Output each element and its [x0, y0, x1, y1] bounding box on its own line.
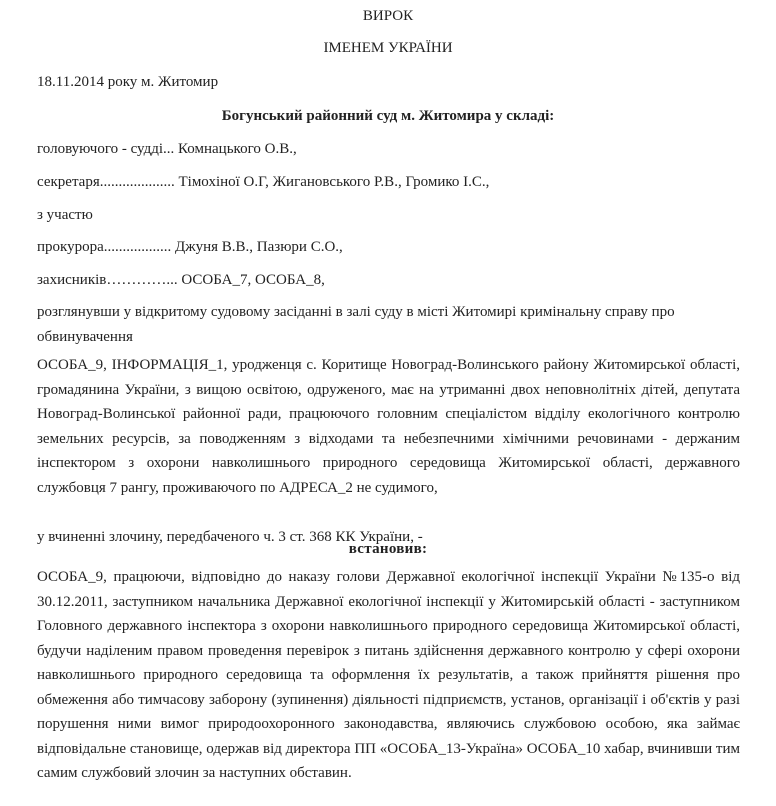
established-heading: встановив:: [348, 541, 428, 557]
date-place: 18.11.2014 року м. Житомир: [37, 74, 219, 90]
composition-judge: головуючого - судді... Комнацького О.В.,: [37, 141, 297, 157]
document-subtitle: ІМЕНЕМ УКРАЇНИ: [323, 40, 453, 56]
court-name: Богунський районний суд м. Житомира у складі:: [221, 108, 555, 124]
composition-participation: з участю: [37, 207, 93, 223]
charge-paragraph: у вчиненні злочину, передбаченого ч. 3 ст. 368 КК України, -: [37, 529, 423, 545]
composition-prosecutor: прокурора.................. Джуня В.В., Пазюри С.О.,: [37, 239, 343, 255]
composition-defenders: захисників…………... ОСОБА_7, ОСОБА_8,: [37, 272, 325, 288]
document-title: ВИРОК: [362, 8, 414, 24]
established-paragraph: ОСОБА_9, працюючи, відповідно до наказу голови Державної екологічної інспекції України №135-о від 30.12.2011, заступником начальника Державної екологічної інспекції у Житомирській області - заступником Головного державного інспектора з охорони навколишнього природного середовища Житомирської області, будучи наділеним правом проведення перевірок з питань здійснення державного контролю у сфері охорони навколишнього природного середовища та оформлення їх результатів, а також прийняття рішення про обмеження або тимчасову заборону (зупинення) діяльності підприємств, установ, організації і об'єктів у разі порушення ними вимог природоохоронного законодавства, являючись службовою особою, яка займає відповідальне становище, одержав від директора ПП «ОСОБА_13-Україна» ОСОБА_10 хабар, вчинивши тим самим службовий злочин за наступних обставин.: [37, 569, 740, 781]
composition-secretary: секретаря.................... Тімохіної О.Г, Жигановського Р.В., Громико І.С.,: [37, 174, 490, 190]
defendant-paragraph: ОСОБА_9, ІНФОРМАЦІЯ_1, уродженця с. Коритище Новоград-Волинського району Житомирської області, громадянина України, з вищою освітою, одруженого, має на утриманні двох неповнолітніх дітей, депутата Новоград-Волинської районної ради, працюючого головним спеціалістом відділу екологічного контролю земельних ресурсів, за поводженням з відходами та небезпечними хімічними речовинами - держаним інспектором з охорони навколишнього природного середовища Житомирської області, державного службовця 7 рангу, проживаючого по АДРЕСА_2 не судимого,: [37, 357, 740, 496]
considered-paragraph: розглянувши у відкритому судовому засіданні в залі суду в місті Житомирі кримінальну справу про обвинувачення: [37, 304, 675, 345]
